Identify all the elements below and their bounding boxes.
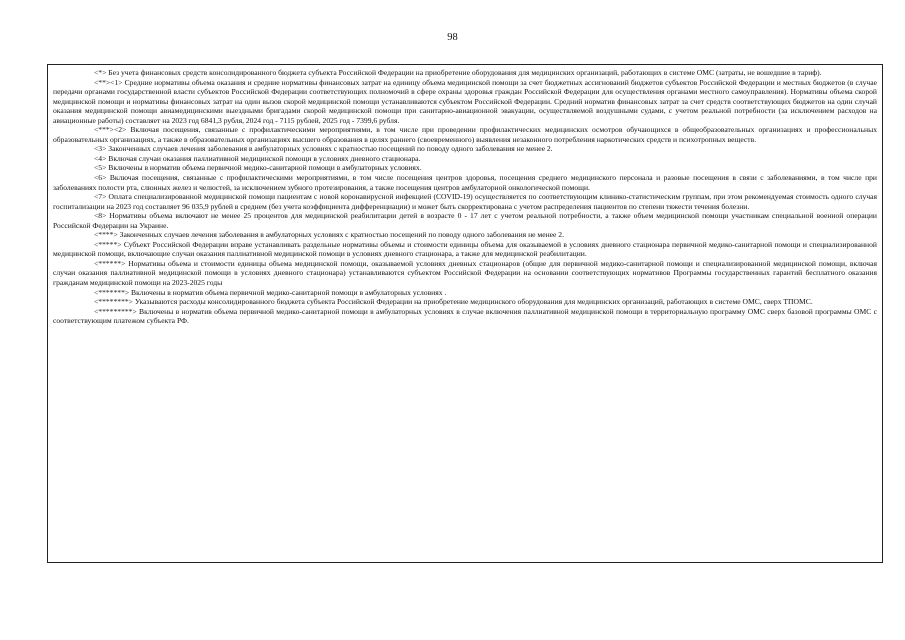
footnote-3: <3> Законченных случаев лечения заболевания в амбулаторных условиях с кратностью посещений по поводу одного заболевания не менее 2. <box>94 144 553 154</box>
footnote-8: <8> Нормативы объема включают не менее 25 процентов для медицинской реабилитации детей в возрасте 0 - 17 лет с учетом реальной потребности, а также объем медицинской помощи участникам специальной военной операции Российской Федерации на Украине. <box>53 211 877 230</box>
footnote-1-star: <*> Без учета финансовых средств консолидированного бюджета субъекта Российской Федерации на приобретение оборудования для медицинских организаций, работающих в системе ОМС (затраты, не вошедшие в тариф). <box>94 68 822 77</box>
footnote-4: <4> Включая случаи оказания паллиативной медицинской помощи в условиях дневного стационара. <box>94 153 421 163</box>
footnote-8-star: <********> Указываются расходы консолидированного бюджета субъекта Российской Федерации на приобретение медицинского оборудования для медицинских организаций, работающих в системе ОМС, сверх ТПОМС. <box>94 297 813 307</box>
footnote-6: <6> Включая посещения, связанные с профилактическими мероприятиями, в том числе посещения центров здоровья, посещения среднего медицинского персонала и разовые посещения в связи с заболеваниями, в том числе при заболеваниях полости рта, слюнных желез и челюстей, за исключением зубного протезирования, а также посещения центров амбулаторной онкологической помощи. <box>53 173 877 192</box>
footnotes-box <box>47 64 883 563</box>
footnote-6-star: <******> Нормативы объема и стоимости единицы объема медицинской помощи, оказываемой условиях дневных стационаров (общие для первичной медико-санитарной помощи и специализированной медицинской помощи, включая случаи оказания паллиативной медицинской помощи в условиях дневного стационара) устанавливаются субъектом Российской Федерации на основании соответствующих нормативов Программы государственных гарантий бесплатного оказания гражданам медицинской помощи на 2023-2025 годы <box>53 258 877 288</box>
footnote-4-star: <****> Законченных случаев лечения заболевания в амбулаторных условиях с кратностью посещений по поводу одного заболевания не менее 2. <box>94 230 564 240</box>
footnote-2-star-1: <**><1> Средние нормативы объема оказания и средние нормативы финансовых затрат на единицу объема медицинской помощи за счет бюджетных ассигнований бюджетов субъектов Российской Федерации и местных бюджетов (в случае передачи органами государственной власти субъектов Российской Федерации соответствующих полномочий в сфере охраны здоровья граждан Российской Федерации для осуществления органами местного самоуправления). Нормативы объема скорой медицинской помощи и нормативы финансовых затрат на один вызов скорой медицинской помощи устанавливаются субъектом Российской Федерации. Средний норматив финансовых затрат за счет средств соответствующих бюджетов на один случай оказания медицинской помощи авиамедицинскими выездными бригадами скорой медицинской помощи при санитарно-авиационной эвакуации, осуществляемой воздушными судами, с учетом реальной потребности (за исключением расходов на авиационные работы) составляет на 2023 год 6841,3 рубля, 2024 год - 7115 рублей, 2025 год - 7399,6 рубля. <box>53 77 877 125</box>
footnote-9-star: <*********> Включены в норматив объема первичной медико-санитарной помощи в амбулаторных условиях в случае включения паллиативной медицинской помощи в территориальную программу ОМС сверх базовой программы ОМС с соответствующим платежом субъекта РФ. <box>53 306 877 326</box>
footnote-5-star: <*****> Субъект Российской Федерации вправе устанавливать раздельные нормативы объемы и стоимости единицы объема для оказываемой в условиях дневного стационара первичной медико-санитарной помощи и специализированной медицинской помощи, включающие случаи оказания паллиативной медицинской помощи в условиях дневного стационара, а также для медицинской реабилитации. <box>53 239 877 259</box>
page-number: 98 <box>447 32 458 43</box>
footnote-7-star: <*******> Включены в норматив объема первичной медико-санитарной помощи в амбулаторных условиях . <box>94 287 447 297</box>
footnote-5: <5> Включены в норматив объема первичной медико-санитарной помощи в амбулаторных условиях. <box>94 163 422 173</box>
footnote-7: <7> Оплата специализированной медицинской помощи пациентам с новой коронавирусной инфекцией (COVID-19) осуществляется по соответствующим клинико-статистическим группам, при этом рекомендуемая стоимость одного случая госпитализации на 2023 год составляет 96 035,9 рублей в среднем (без учета коэффициента дифференциации) и может быть скорректирована с учетом распределения пациентов по степени тяжести течения болезни. <box>53 192 877 211</box>
footnote-3-star-2: <***><2> Включая посещения, связанные с профилактическими мероприятиями, в том числе при проведении профилактических медицинских осмотров обучающихся в общеобразовательных организациях и профессиональных образовательных организациях, а также в образовательных организациях высшего образования в целях раннего (своевременного) выявления незаконного потребления наркотических средств и психотропных веществ. <box>53 125 877 144</box>
